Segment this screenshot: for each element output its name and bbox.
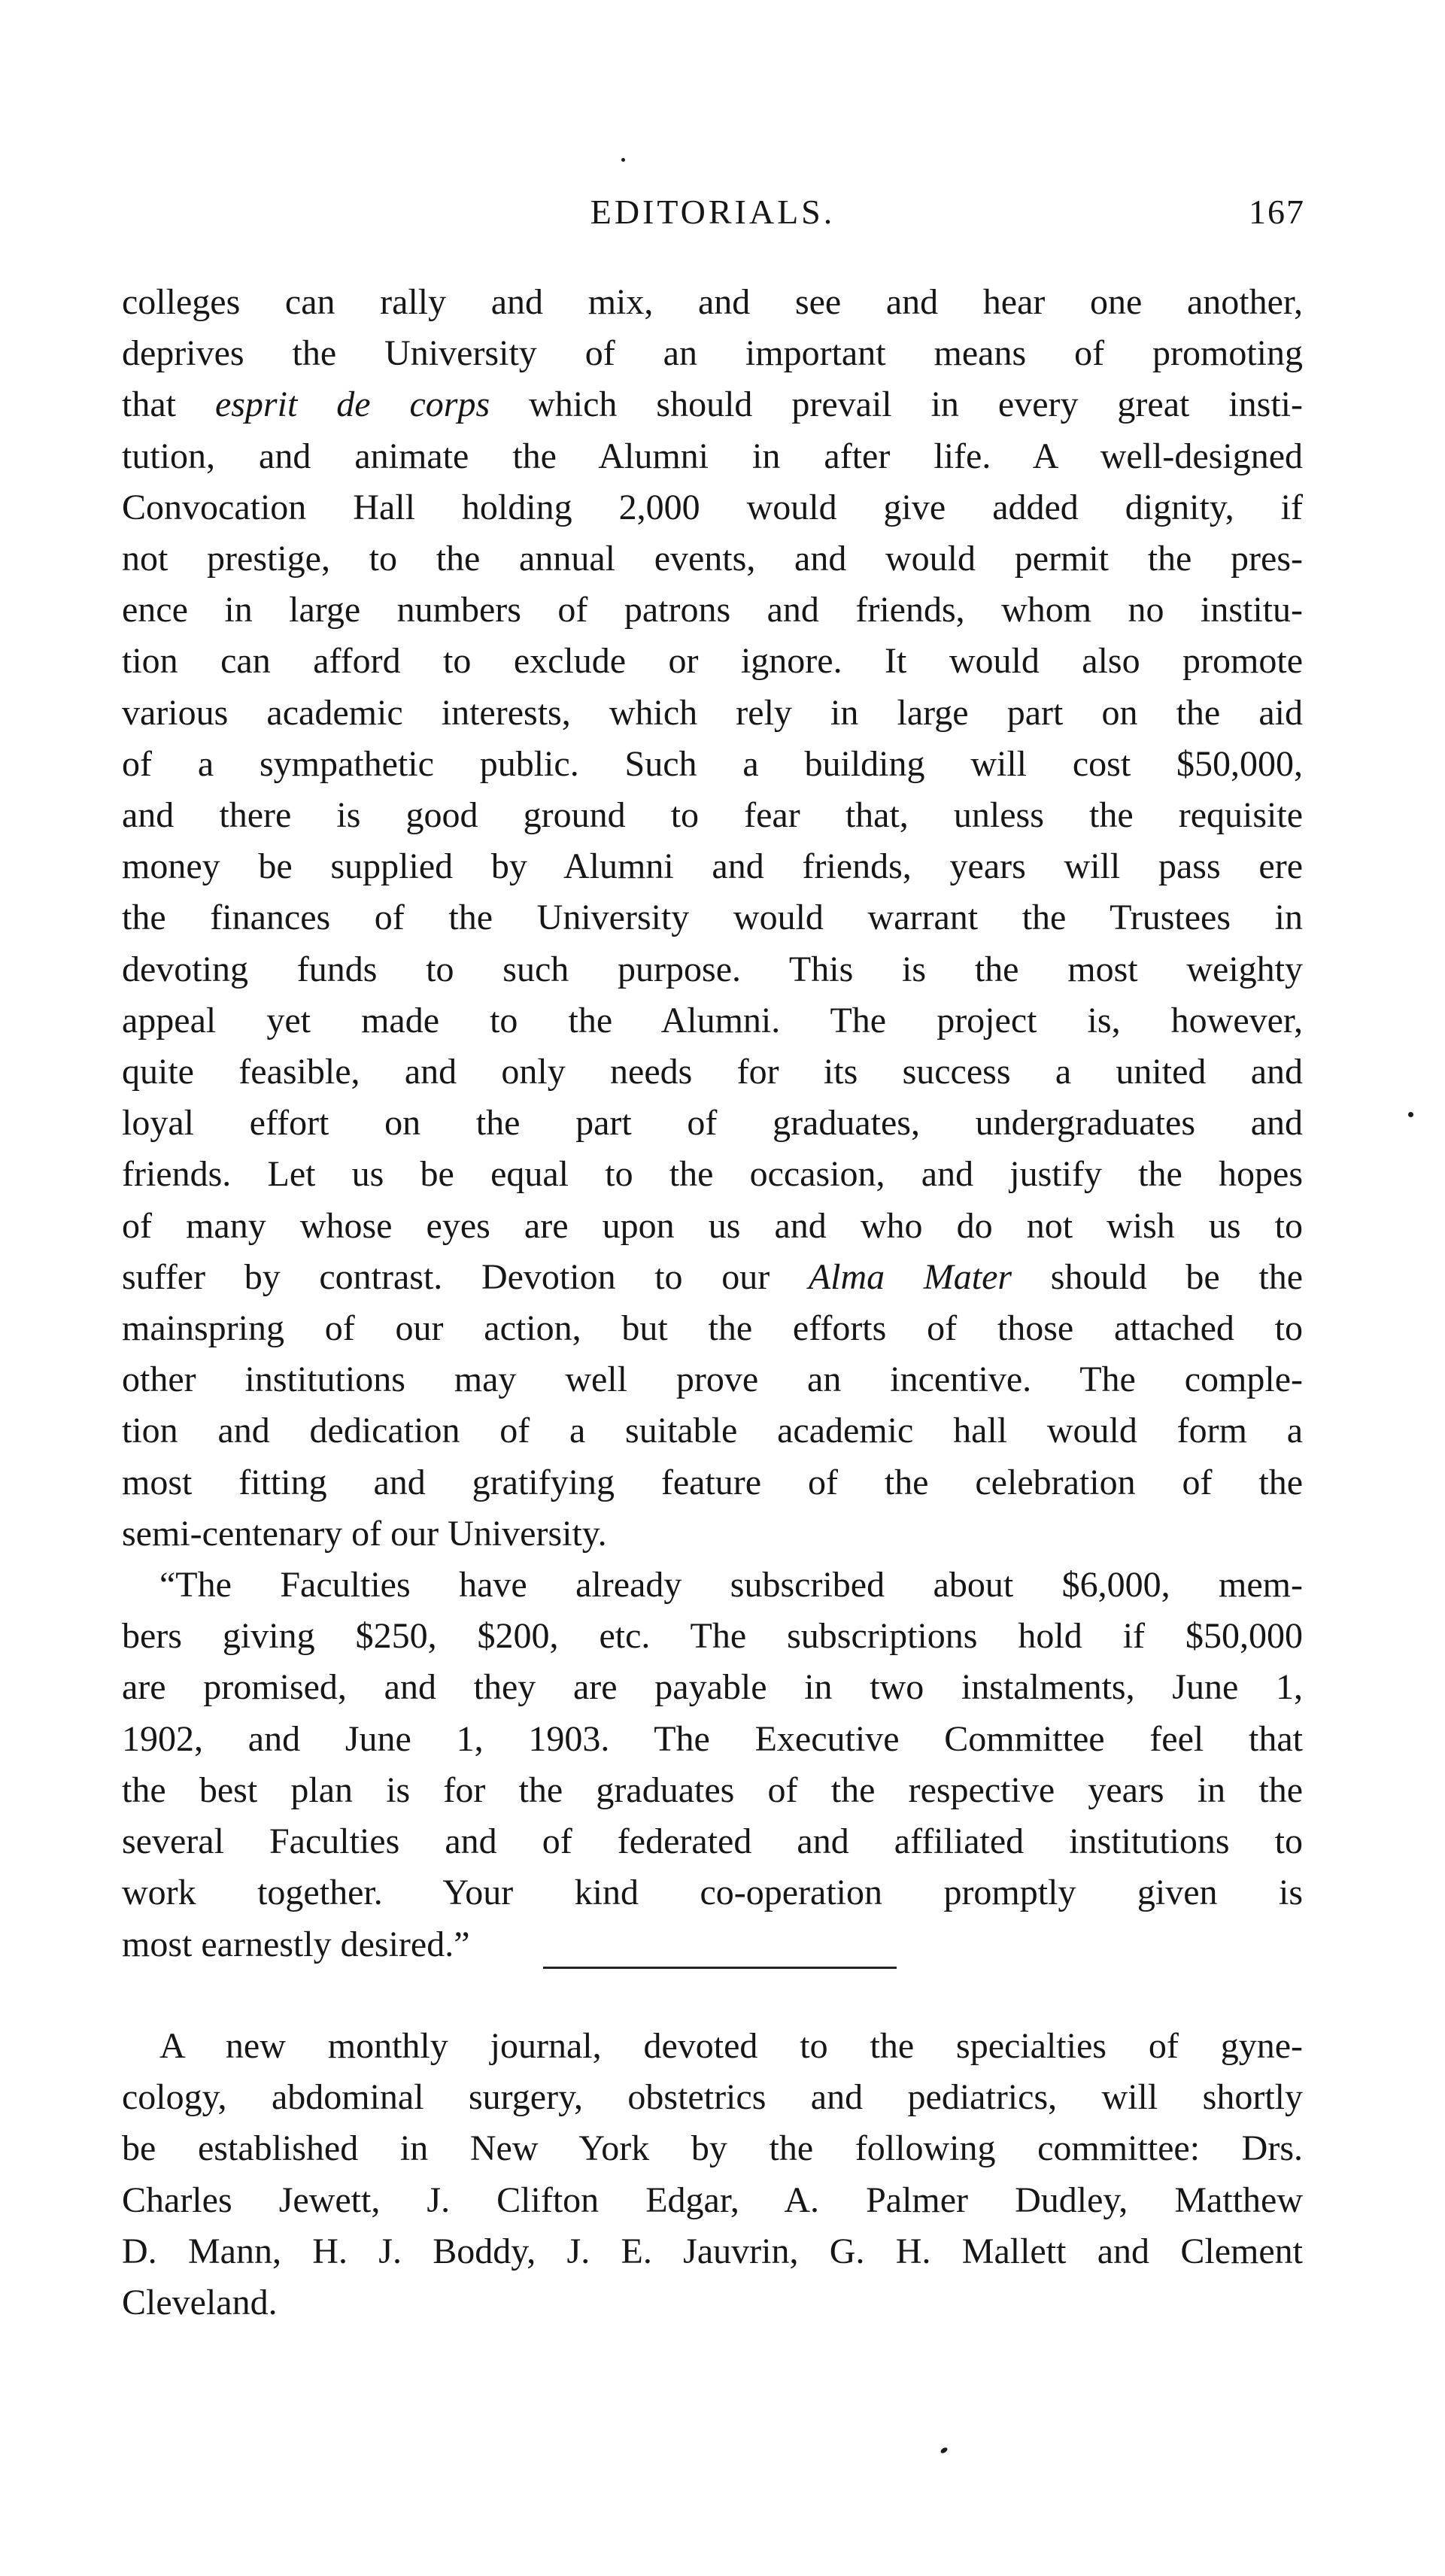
running-title: EDITORIALS. [590,193,836,231]
text-line: semi-centenary of our University. [122,1513,607,1554]
text-line: deprives the University of an important means of promoting [122,333,1303,374]
text-line: tution, and animate the Alumni in after life. A well-designed [122,436,1303,476]
running-head [120,192,1305,245]
text-line: cology, abdominal surgery, obstetrics and pediatrics, will shortly [122,2077,1303,2118]
print-speck [621,158,625,162]
text-line: “The Faculties have already subscribed about $6,000, mem- [159,1565,1303,1605]
text-line: mainspring of our action, but the efforts of those attached to [122,1308,1303,1349]
text-line: loyal effort on the part of graduates, undergraduates and [122,1103,1303,1144]
text-line: 1902, and June 1, 1903. The Executive Committee feel that [122,1718,1303,1759]
text-line: Cleveland. [122,2283,278,2323]
text-line: suffer by contrast. Devotion to our Alma Mater should be the [122,1256,1304,1297]
journal-announcement [122,2021,1303,2328]
section-divider [543,1967,897,1969]
text-line: the best plan is for the graduates of the respective years in the [122,1769,1303,1810]
text-line: money be supplied by Alumni and friends, years will pass ere [122,846,1303,887]
text-line: other institutions may well prove an incentive. The comple- [122,1359,1303,1400]
text-line: Charles Jewett, J. Clifton Edgar, A. Palmer Dudley, Matthew [122,2180,1303,2220]
italic-phrase: Alma Mater [808,1256,1012,1297]
text-line: Convocation Hall holding 2,000 would give added dignity, if [122,487,1303,527]
editorial-body [122,277,1303,1970]
text-line: and there is good ground to fear that, unless the requisite [122,795,1303,836]
text-line: of many whose eyes are upon us and who do not wish us to [122,1205,1303,1246]
text-line: ence in large numbers of patrons and friends, whom no institu- [122,590,1303,630]
text-line: various academic interests, which rely in large part on the aid [122,692,1303,733]
italic-phrase: esprit de corps [214,384,490,425]
text-line: are promised, and they are payable in two instalments, June 1, [122,1667,1303,1708]
text-line: devoting funds to such purpose. This is the most weighty [122,949,1303,989]
text-line: tion can afford to exclude or ignore. It would also promote [122,641,1303,682]
text-line: of a sympathetic public. Such a building will cost $50,000, [122,743,1303,784]
text-line: most fitting and gratifying feature of the celebration of the [122,1462,1303,1502]
text-line: bers giving $250, $200, etc. The subscriptions hold if $50,000 [122,1616,1303,1657]
print-speck [1408,1112,1413,1117]
print-speck [940,2447,949,2455]
text-line: tion and dedication of a suitable academic hall would form a [122,1411,1303,1451]
text-line: appeal yet made to the Alumni. The project is, however, [122,1000,1303,1040]
text-line: not prestige, to the annual events, and would permit the pres- [122,539,1303,579]
text-line: A new monthly journal, devoted to the specialties of gyne- [159,2026,1303,2066]
text-line: friends. Let us be equal to the occasion, and justify the hopes [122,1154,1303,1195]
text-line: the finances of the University would warrant the Trustees in [122,898,1303,938]
text-line: most earnestly desired.” [122,1924,470,1964]
text-line: quite feasible, and only needs for its success a united and [122,1052,1303,1092]
text-line: be established in New York by the following committee: Drs. [122,2128,1303,2169]
page-number: 167 [1249,193,1305,231]
text-line: work together. Your kind co-operation promptly given is [122,1873,1303,1913]
text-line: colleges can rally and mix, and see and hear one another, [122,282,1303,322]
text-line: D. Mann, H. J. Boddy, J. E. Jauvrin, G. H. Mallett and Clement [122,2231,1303,2271]
text-line: that esprit de corps which should prevail in every great insti- [122,384,1303,425]
text-line: several Faculties and of federated and affiliated institutions to [122,1821,1303,1862]
